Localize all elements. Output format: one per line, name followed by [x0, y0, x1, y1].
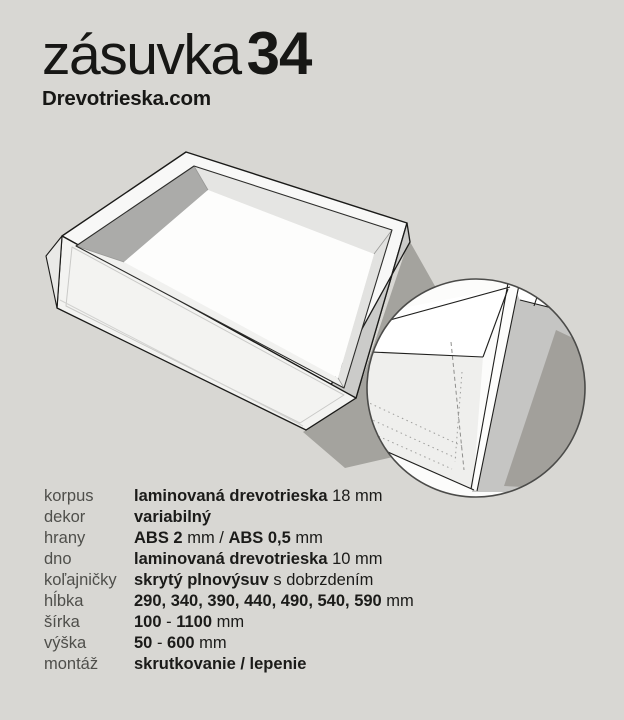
spec-label: šírka	[44, 613, 80, 631]
spec-value	[134, 591, 414, 612]
spec-value-segment: mm /	[182, 529, 229, 547]
spec-row	[44, 507, 474, 528]
spec-value-segment: 50	[134, 634, 153, 652]
site-name: Drevotrieska.com	[42, 87, 211, 110]
spec-value-segment: skrytý plnovýsuv	[134, 571, 269, 589]
spec-label: hrany	[44, 529, 86, 547]
spec-value	[134, 486, 383, 507]
spec-label: montáž	[44, 655, 99, 673]
spec-value	[134, 654, 306, 675]
spec-row	[44, 591, 474, 612]
spec-value-segment: 10 mm	[327, 550, 383, 568]
spec-row	[44, 570, 474, 591]
spec-value-segment: laminovaná drevotrieska	[134, 487, 328, 505]
spec-value	[134, 633, 227, 654]
spec-label: dekor	[44, 508, 86, 526]
spec-value-segment: mm	[212, 613, 245, 631]
spec-value	[134, 570, 373, 591]
spec-value-segment: 1100	[176, 613, 212, 631]
spec-value-segment: 100	[134, 613, 162, 631]
spec-value-segment: skrutkovanie / lepenie	[134, 655, 307, 673]
drawer-body	[46, 152, 410, 430]
spec-value-segment: mm	[194, 634, 227, 652]
spec-label: hĺbka	[44, 592, 84, 610]
spec-value	[134, 507, 211, 528]
spec-value	[134, 612, 244, 633]
spec-value-segment: ABS 0,5	[228, 529, 291, 547]
title-number: 34	[246, 20, 312, 87]
spec-value-segment: ABS 2	[134, 529, 183, 547]
spec-row	[44, 612, 474, 633]
spec-value	[134, 528, 323, 549]
title-word: zásuvka	[42, 23, 241, 87]
spec-value-segment: 290, 340, 390, 440, 490, 540, 590	[134, 592, 382, 610]
spec-value-segment: 600	[167, 634, 195, 652]
header	[42, 20, 312, 111]
spec-label: výška	[44, 634, 87, 652]
spec-row	[44, 633, 474, 654]
spec-row	[44, 549, 474, 570]
spec-value-segment: -	[152, 634, 168, 652]
spec-value-segment: -	[161, 613, 177, 631]
page-title	[42, 20, 312, 87]
spec-row	[44, 486, 474, 507]
spec-value	[134, 549, 383, 570]
spec-row	[44, 528, 474, 549]
spec-value-segment: mm	[290, 529, 323, 547]
spec-value-segment: 18 mm	[327, 487, 383, 505]
spec-label: korpus	[44, 487, 94, 505]
spec-value-segment: s dobrzdením	[268, 571, 374, 589]
spec-table	[44, 486, 474, 675]
spec-value-segment: variabilný	[134, 508, 212, 526]
spec-label: koľajničky	[44, 571, 117, 589]
spec-value-segment: mm	[381, 592, 414, 610]
spec-label: dno	[44, 550, 72, 568]
spec-row	[44, 654, 474, 675]
spec-value-segment: laminovaná drevotrieska	[134, 550, 328, 568]
